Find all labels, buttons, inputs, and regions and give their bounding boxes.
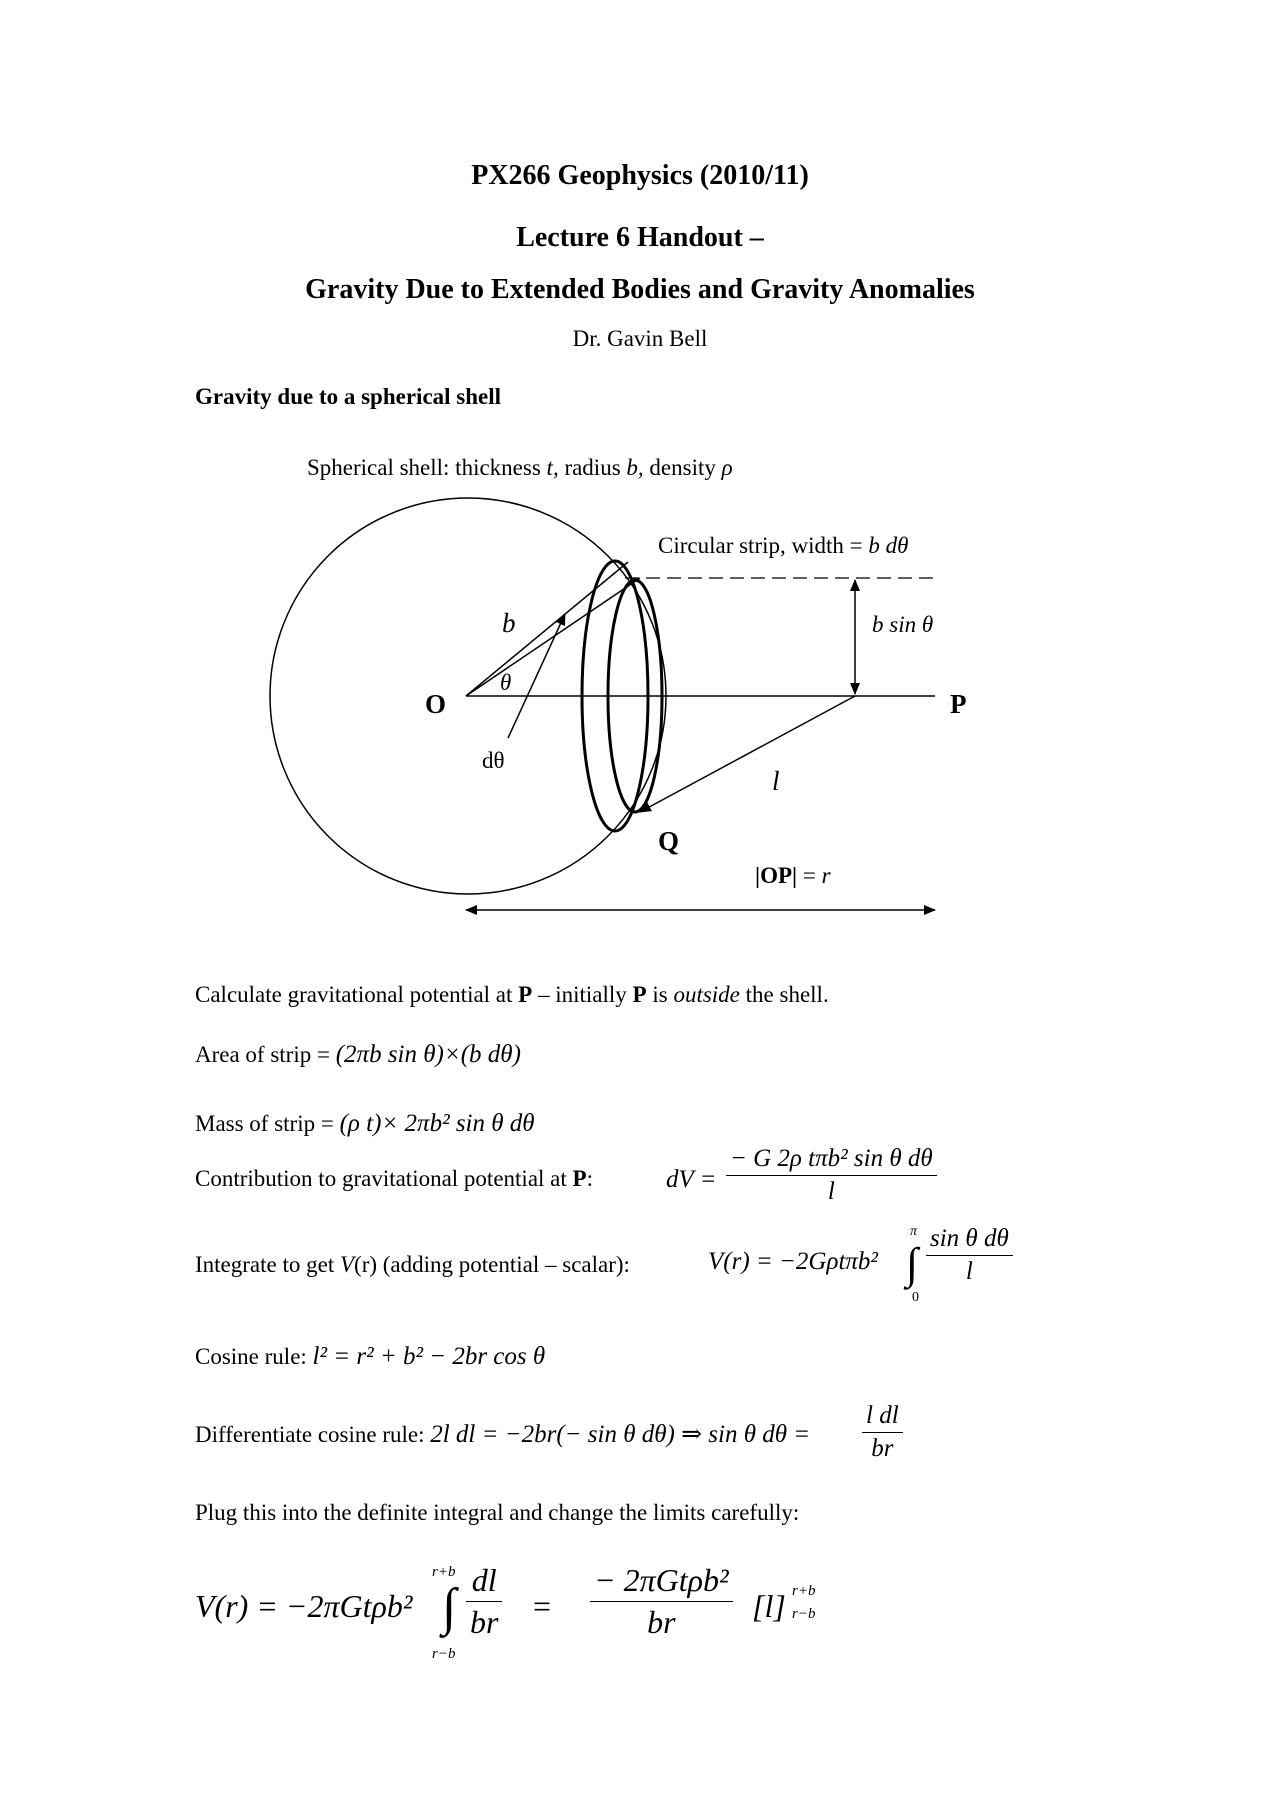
- final-lower-limit2: r−b: [792, 1606, 816, 1622]
- integrate-label: Integrate to get: [195, 1252, 340, 1277]
- line-l: [640, 696, 855, 812]
- diff-expr: 2l dl = −2br(− sin θ dθ) ⇒ sin θ dθ =: [430, 1421, 811, 1448]
- course-title: PX266 Geophysics (2010/11): [471, 160, 809, 191]
- label-l: l: [772, 766, 780, 796]
- final-den1: br: [466, 1601, 502, 1641]
- calc-suffix: the shell.: [739, 982, 829, 1007]
- contrib-label: Contribution to gravitational potential at: [195, 1166, 573, 1191]
- vint-lhs: V(r) = −2Gρtπb²: [708, 1248, 878, 1275]
- vint-den: l: [926, 1255, 1013, 1286]
- label-Q: Q: [658, 826, 680, 856]
- final-num1: dl: [471, 1562, 497, 1598]
- final-frac2-wrap: [590, 1562, 733, 1641]
- final-frac1: [466, 1562, 502, 1641]
- cosine-expr: l² = r² + b² − 2br cos θ: [312, 1343, 546, 1370]
- vint-upper-limit: π: [910, 1224, 918, 1239]
- area-label: Area of strip =: [195, 1042, 336, 1067]
- integral-sign-icon: ∫: [906, 1239, 919, 1288]
- dv-frac: [726, 1145, 937, 1206]
- final-bracket: [l]: [752, 1588, 786, 1624]
- caption-b: b,: [626, 455, 644, 480]
- caption-rho: ρ: [721, 455, 733, 480]
- diff-line: [195, 1419, 810, 1449]
- integrate-suffix: (adding potential – scalar):: [377, 1252, 630, 1277]
- final-upper-limit: r+b: [432, 1564, 456, 1580]
- label-b: b: [502, 608, 516, 638]
- radius-line-lower: [466, 562, 628, 696]
- diff-label: Differentiate cosine rule:: [195, 1422, 431, 1447]
- diff-den: br: [862, 1432, 903, 1463]
- contrib-p: P: [572, 1166, 587, 1191]
- topic-title: Gravity Due to Extended Bodies and Gravity Anomalies: [305, 274, 975, 305]
- final-frac2: [590, 1562, 733, 1641]
- final-eq: =: [533, 1588, 552, 1624]
- vint-lower-limit: 0: [912, 1290, 919, 1305]
- diff-fraction: [862, 1402, 903, 1463]
- integrate-line: [195, 1252, 630, 1278]
- label-P: P: [950, 689, 967, 719]
- label-O: O: [425, 689, 447, 719]
- strip-label: Circular strip, width = b dθ: [658, 533, 909, 558]
- caption-prefix: Spherical shell: thickness: [307, 455, 547, 480]
- final-upper-limit2: r+b: [792, 1583, 816, 1599]
- label-op: |OP| = r: [755, 863, 831, 888]
- integral-sign-icon-final: ∫: [442, 1579, 457, 1636]
- dtheta-arrow: [508, 614, 565, 738]
- mass-line: [195, 1110, 535, 1138]
- calc-prefix: Calculate gravitational potential at: [195, 982, 519, 1007]
- calc-p: P: [518, 982, 533, 1007]
- final-frac1-wrap: [466, 1562, 502, 1641]
- vint-integral: [906, 1224, 928, 1324]
- final-lower-limit: r−b: [432, 1646, 456, 1662]
- mass-label: Mass of strip =: [195, 1111, 340, 1136]
- calc-sentence: [195, 982, 829, 1008]
- area-expr: (2πb sin θ)×(b dθ): [335, 1041, 521, 1068]
- plug-text: Plug this into the definite integral and change the limits carefully:: [195, 1500, 800, 1525]
- mass-expr: (ρ t)× 2πb² sin θ dθ: [339, 1110, 535, 1137]
- author: Dr. Gavin Bell: [572, 326, 708, 351]
- calc-mid: – initially: [532, 982, 633, 1007]
- final-num2: − 2πGtρb²: [594, 1562, 729, 1598]
- label-bsin: b sin θ: [872, 612, 934, 637]
- lecture-title: Lecture 6 Handout –: [516, 222, 764, 253]
- area-line: [195, 1041, 521, 1069]
- calc-outside: outside: [673, 982, 740, 1007]
- vint-frac: [926, 1225, 1013, 1286]
- cosine-line: [195, 1343, 545, 1371]
- integrate-v: V: [339, 1252, 355, 1277]
- diff-num: l dl: [866, 1402, 899, 1429]
- label-dtheta: dθ: [482, 748, 505, 773]
- label-theta: θ: [500, 670, 512, 695]
- dv-lhs: dV =: [666, 1166, 717, 1193]
- dv-fraction: [726, 1145, 937, 1206]
- final-den2: br: [590, 1601, 733, 1641]
- diff-frac: [862, 1402, 903, 1463]
- cosine-label: Cosine rule:: [195, 1344, 313, 1369]
- section-heading: Gravity due to a spherical shell: [195, 384, 502, 409]
- caption-mid1: , radius: [552, 455, 627, 480]
- contrib-colon: :: [586, 1166, 593, 1191]
- calc-p2: P: [632, 982, 647, 1007]
- caption-mid2: density: [643, 455, 722, 480]
- dv-num: − G 2ρ tπb² sin θ dθ: [730, 1145, 933, 1172]
- dv-den: l: [726, 1175, 937, 1206]
- vint-fraction: [926, 1225, 1013, 1286]
- radius-line-upper: [466, 578, 640, 696]
- final-lhs: V(r) = −2πGtρb²: [195, 1588, 413, 1624]
- contribution-line: [195, 1166, 593, 1192]
- calc-is: is: [646, 982, 674, 1007]
- caption-t: t: [546, 455, 553, 480]
- integrate-r: (r): [354, 1252, 378, 1277]
- vint-num: sin θ dθ: [930, 1225, 1009, 1252]
